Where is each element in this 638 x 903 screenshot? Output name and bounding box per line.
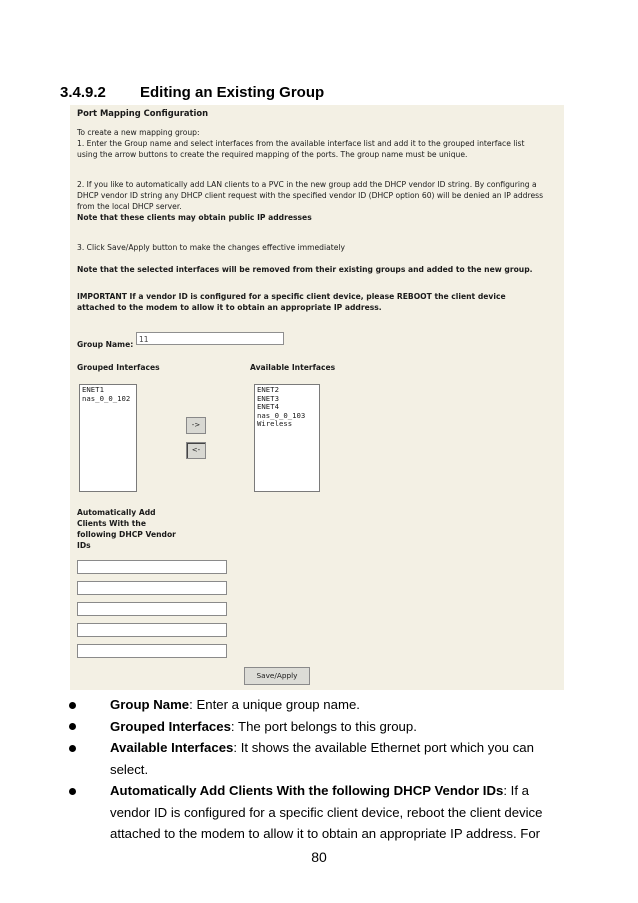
bullet-icon [69,745,76,752]
step2-line2: DHCP vendor ID string any DHCP client request with the specified vendor ID (DHCP option 60) will be denied an IP address [77,191,544,200]
vendor-label-line3: following DHCP Vendor [77,530,176,539]
grouped-interfaces-label: Grouped Interfaces [77,363,160,372]
group-name-label: Group Name: [77,340,134,349]
list-item [69,716,569,738]
section-heading [60,84,324,101]
bullet-text: : Enter a unique group name. [189,697,360,712]
remove-from-group-button[interactable]: <- [186,442,206,459]
vendor-label-line2: Clients With the [77,519,146,528]
vendor-label-line1: Automatically Add [77,508,156,517]
bullet-list [69,694,569,845]
port-mapping-screenshot [70,105,564,690]
section-number: 3.4.9.2 [60,84,106,101]
vendor-id-input-3[interactable] [77,602,227,616]
bullet-text: vendor ID is configured for a specific client device, reboot the client device [110,804,543,820]
bullet-term: Automatically Add Clients With the following DHCP Vendor IDs [110,783,504,798]
available-interfaces-label: Available Interfaces [250,363,336,372]
list-item[interactable]: ENET4 [257,402,279,412]
step2-line3: from the local DHCP server. [77,202,182,211]
section-title: Editing an Existing Group [140,84,325,101]
list-item[interactable]: nas_0_0_103 [257,410,306,420]
available-interfaces-list[interactable] [254,384,320,492]
vendor-label-line4: IDs [77,541,91,550]
page-number: 80 [311,849,327,865]
step3-text: 3. Click Save/Apply button to make the changes effective immediately [77,243,346,252]
add-to-group-button[interactable]: -> [186,417,206,434]
bullet-icon [69,702,76,709]
bullet-text: : It shows the available Ethernet port which you can [233,740,534,755]
step1-line2: using the arrow buttons to create the required mapping of the ports. The group name must be unique. [77,150,468,159]
bullet-term: Available Interfaces [110,740,234,755]
list-item [69,737,569,780]
group-name-input[interactable]: 11 [136,332,284,345]
list-item [69,694,569,716]
vendor-id-input-1[interactable] [77,560,227,574]
important-line2: attached to the modem to allow it to obtain an appropriate IP address. [77,303,382,312]
list-item[interactable]: ENET2 [257,385,279,394]
vendor-id-input-4[interactable] [77,623,227,637]
bullet-text: : If a [503,783,529,798]
config-title: Port Mapping Configuration [77,108,209,118]
list-item[interactable]: nas_0_0_102 [82,393,131,403]
step1-line1: 1. Enter the Group name and select interfaces from the available interface list and add it to the grouped interface list [77,139,525,148]
note-removed: Note that the selected interfaces will be removed from their existing groups and added to the new group. [77,265,533,274]
list-item[interactable]: Wireless [257,419,293,429]
bullet-term: Group Name [110,697,190,712]
bullet-text: select. [110,761,149,777]
vendor-id-input-5[interactable] [77,644,227,658]
intro-text: To create a new mapping group: [77,128,200,137]
list-item[interactable]: ENET3 [257,393,279,403]
list-item [69,780,569,845]
bullet-text: attached to the modem to allow it to obtain an appropriate IP address. For [110,826,541,841]
bullet-icon [69,723,76,730]
note-public-ip: Note that these clients may obtain public IP addresses [77,213,312,222]
bullet-text: : The port belongs to this group. [230,718,417,734]
bullet-icon [69,788,76,795]
step2-line1: 2. If you like to automatically add LAN clients to a PVC in the new group add the DHCP vendor ID string. By configuring a [77,180,537,189]
save-apply-button[interactable]: Save/Apply [244,667,310,685]
vendor-id-input-2[interactable] [77,581,227,595]
grouped-interfaces-list[interactable] [79,384,137,492]
bullet-term: Grouped Interfaces [110,718,231,734]
list-item[interactable]: ENET1 [82,385,104,394]
important-line1: IMPORTANT If a vendor ID is configured for a specific client device, please REBOOT the client device [77,292,506,301]
